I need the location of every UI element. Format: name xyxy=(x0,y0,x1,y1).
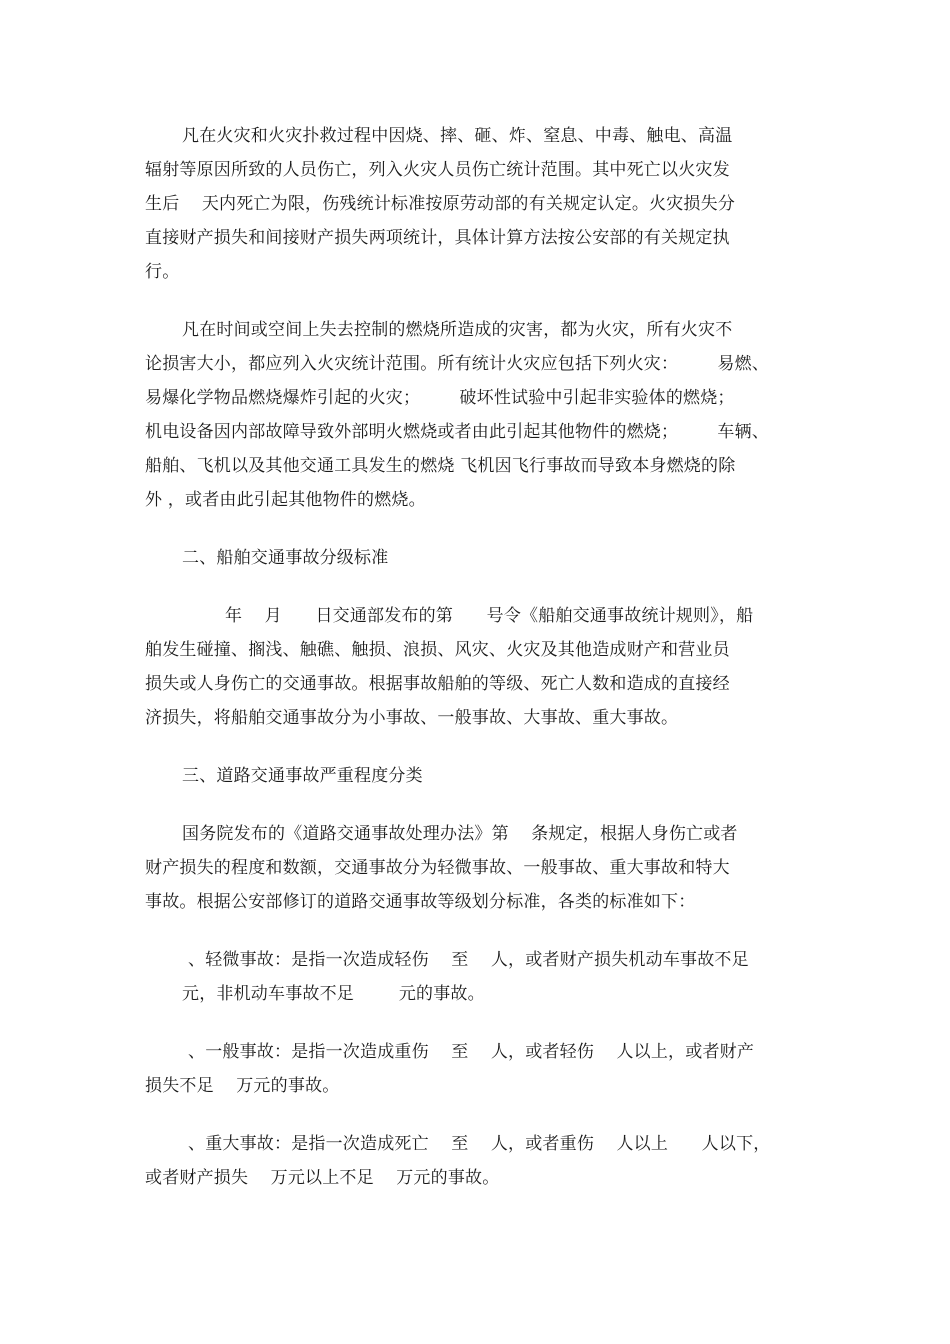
text-line: 、重大事故：是指一次造成死亡 至 人，或者重伤 人以上 人以下， xyxy=(188,1134,771,1154)
text-line: 机电设备因内部故障导致外部明火燃烧或者由此引起其他物件的燃烧； 车辆、 xyxy=(145,422,770,442)
text-line: 论损害大小，都应列入火灾统计范围。所有统计火灾应包括下列火灾： 易燃、 xyxy=(145,354,770,374)
text-line: 外 ，或者由此引起其他物件的燃烧。 xyxy=(145,490,426,510)
text-line: 舶发生碰撞、搁浅、触礁、触损、浪损、风灾、火灾及其他造成财产和营业员 xyxy=(145,640,730,660)
text-line: 或者财产损失 万元以上不足 万元的事故。 xyxy=(145,1168,500,1188)
text-line: 年 月 日交通部发布的第 号令《船舶交通事故统计规则》，船 xyxy=(225,606,754,626)
text-line: 事故。根据公安部修订的道路交通事故等级划分标准，各类的标准如下： xyxy=(145,892,696,912)
text-line: 凡在时间或空间上失去控制的燃烧所造成的灾害，都为火灾，所有火灾不 xyxy=(182,320,733,340)
section-heading-road-accident: 三、道路交通事故严重程度分类 xyxy=(182,766,423,786)
text-line: 损失或人身伤亡的交通事故。根据事故船舶的等级、死亡人数和造成的直接经 xyxy=(145,674,730,694)
text-line: 国务院发布的《道路交通事故处理办法》第 条规定，根据人身伤亡或者 xyxy=(182,824,738,844)
section-heading-ship-accident: 二、船舶交通事故分级标准 xyxy=(182,548,389,568)
text-line: 船舶、飞机以及其他交通工具发生的燃烧 飞机因飞行事故而导致本身燃烧的除 xyxy=(145,456,736,476)
text-line: 元，非机动车事故不足 元的事故。 xyxy=(182,984,485,1004)
text-line: 辐射等原因所致的人员伤亡，列入火灾人员伤亡统计范围。其中死亡以火灾发 xyxy=(145,160,730,180)
text-line: 、一般事故：是指一次造成重伤 至 人，或者轻伤 人以上，或者财产 xyxy=(188,1042,755,1062)
text-line: 济损失，将船舶交通事故分为小事故、一般事故、大事故、重大事故。 xyxy=(145,708,679,728)
text-line: 、轻微事故：是指一次造成轻伤 至 人，或者财产损失机动车事故不足 xyxy=(188,950,749,970)
text-line: 生后 天内死亡为限，伤残统计标准按原劳动部的有关规定认定。火灾损失分 xyxy=(145,194,736,214)
text-line: 财产损失的程度和数额，交通事故分为轻微事故、一般事故、重大事故和特大 xyxy=(145,858,730,878)
text-line: 易爆化学物品燃烧爆炸引起的火灾； 破坏性试验中引起非实验体的燃烧； xyxy=(145,388,735,408)
text-line: 凡在火灾和火灾扑救过程中因烧、摔、砸、炸、窒息、中毒、触电、高温 xyxy=(182,126,733,146)
text-line: 损失不足 万元的事故。 xyxy=(145,1076,340,1096)
text-line: 直接财产损失和间接财产损失两项统计，具体计算方法按公安部的有关规定执 xyxy=(145,228,730,248)
text-line: 行。 xyxy=(145,262,180,282)
